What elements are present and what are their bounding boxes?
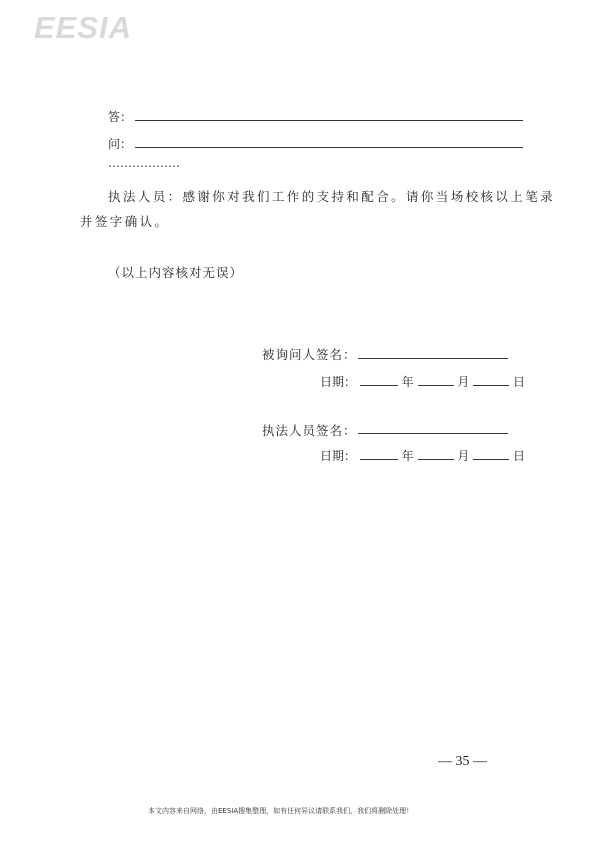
answer-label: 答： xyxy=(108,110,133,124)
date-label: 日期： xyxy=(320,375,357,389)
question-label: 问： xyxy=(108,137,133,151)
question-line xyxy=(135,147,523,148)
interviewee-signature-label: 被询问人签名： xyxy=(262,347,357,362)
month-label: 月 xyxy=(457,375,470,389)
date-label: 日期： xyxy=(320,449,357,463)
interviewee-date-row xyxy=(320,373,525,390)
footer-notice: 本文内容来自网络，由EESIA搜集整理，如有任何异议请联系我们，我们将删除处理！ xyxy=(148,807,414,815)
day-label: 日 xyxy=(513,375,526,389)
statement-line-2: 并签字确认。 xyxy=(80,214,170,229)
month-blank[interactable] xyxy=(418,375,454,386)
year-blank[interactable] xyxy=(360,375,398,386)
officer-date-row xyxy=(320,447,525,464)
page-number: — 35 — xyxy=(438,754,487,769)
verification-note: （以上内容核对无误） xyxy=(108,265,244,280)
year-label: 年 xyxy=(401,375,414,389)
month-label: 月 xyxy=(457,449,470,463)
year-label: 年 xyxy=(401,449,414,463)
statement-line-1: 执法人员：感谢你对我们工作的支持和配合。请你当场校核以上笔录 xyxy=(108,189,556,204)
officer-signature-label: 执法人员签名： xyxy=(262,423,357,438)
continuation-ellipsis: ……………… xyxy=(108,156,180,170)
day-label: 日 xyxy=(513,449,526,463)
answer-line xyxy=(135,120,523,121)
month-blank[interactable] xyxy=(418,449,454,460)
eesia-logo: EESIA xyxy=(34,10,133,45)
day-blank[interactable] xyxy=(473,449,509,460)
officer-signature-line[interactable] xyxy=(358,433,508,434)
year-blank[interactable] xyxy=(360,449,398,460)
interviewee-signature-line[interactable] xyxy=(358,358,508,359)
day-blank[interactable] xyxy=(473,375,509,386)
